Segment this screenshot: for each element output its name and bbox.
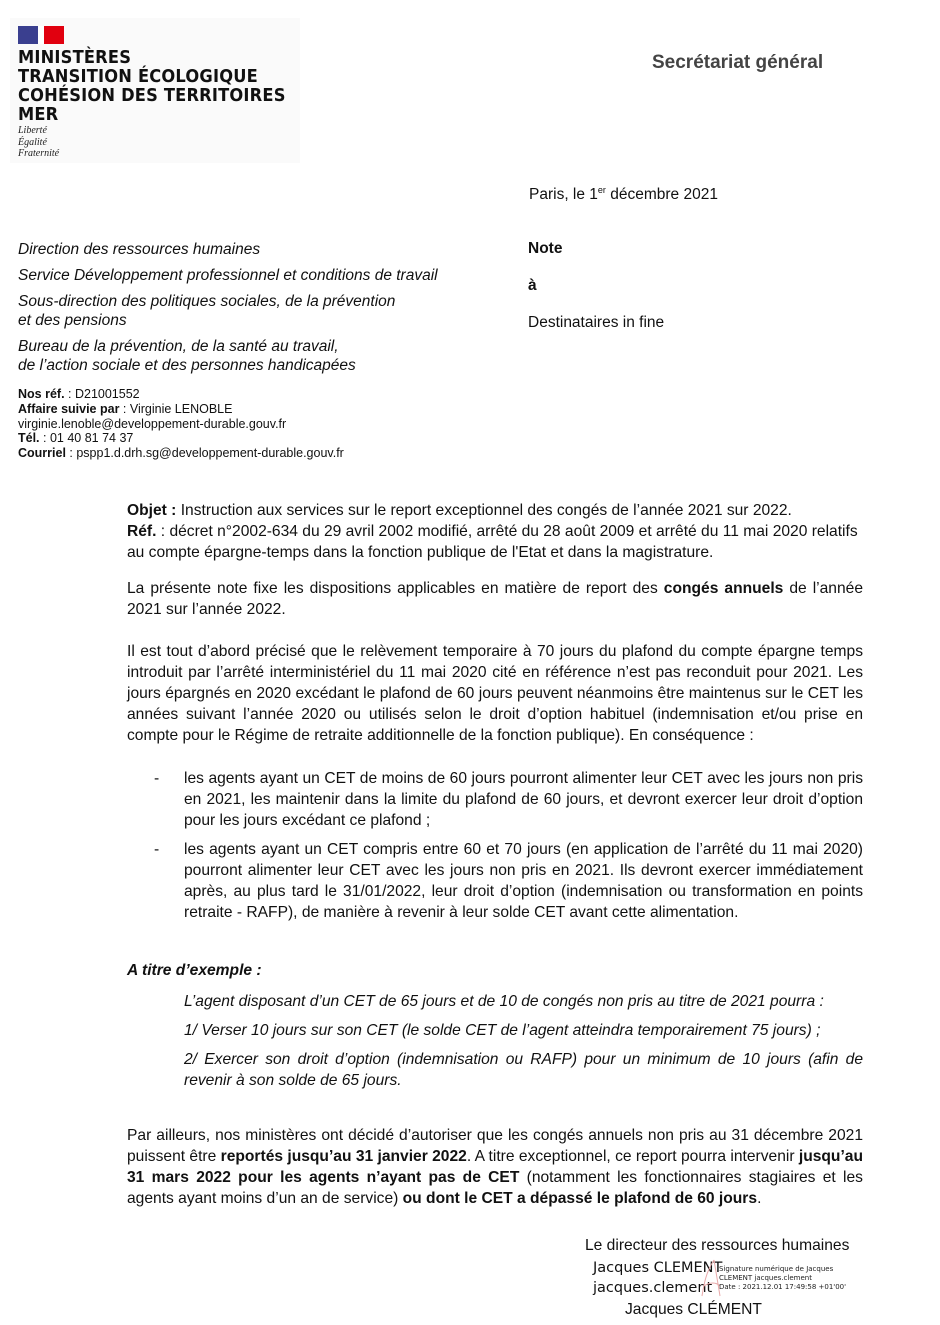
service-line: Sous-direction des politiques sociales, de la prévention et des pensions	[18, 293, 396, 329]
list-item: - les agents ayant un CET compris entre 60 et 70 jours (en application de l’arrêté du 11 mai 2020) pourront alimenter leur CET avec les jours non pris en 2021. Ils devront exercer immédiatement après, au plus tard le 31/01/2022, leur droit d’option (indemnisation ou transformation en points retraite - RAFP), de manière à revenir à leur solde CET avant cette alimentation.	[127, 839, 863, 923]
example-line: L’agent disposant d’un CET de 65 jours et de 10 de congés non pris au titre de 2021 pourra :	[184, 993, 824, 1010]
example-line: 2/ Exercer son droit d’option (indemnisation ou RAFP) pour un minimum de 10 jours (afin de revenir à son solde de 65 jours.	[184, 1051, 863, 1089]
dash-icon: -	[154, 770, 160, 787]
ministry-logo	[10, 18, 300, 163]
department-title: Secrétariat général	[652, 52, 824, 73]
note-recipients: Destinataires in fine	[528, 314, 665, 331]
intro-paragraph: La présente note fixe les dispositions applicables en matière de report des congés annuels de l’année 2021 sur l’année 2022.	[127, 580, 863, 618]
reference-line: Réf. : décret n°2002-634 du 29 avril 2002 modifié, arrêté du 28 août 2009 et arrêté du 11 mai 2020 relatifs au compte épargne-temps dans la fonction publique de l'Etat et dans la magistrature.	[127, 523, 858, 561]
followed-by: Affaire suivie par : Virginie LENOBLE	[18, 401, 233, 416]
marianne-flag-icon	[18, 26, 64, 44]
digital-signature-details[interactable]: Signature numérique de Jacques CLEMENT jacques.clement Date : 2021.12.01 17:49:58 +01'00'	[719, 1265, 847, 1291]
motto: Liberté Égalité Fraternité	[18, 125, 60, 159]
service-line: Bureau de la prévention, de la santé au travail, de l’action sociale et des personnes handicapées	[18, 338, 356, 374]
signatory-name: Jacques CLÉMENT	[625, 1301, 762, 1318]
first-paragraph: Il est tout d’abord précisé que le relèvement temporaire à 70 jours du plafond du compte épargne temps introduit par l’arrêté interministériel du 11 mai 2020 cité en référence n’est pas reconduit pour 2021. Les jours épargnés en 2020 excédant le plafond de 60 jours peuvent néanmoins être maintenus sur le CET les années suivant l’année 2020 ou utilisés selon le droit d’option habituel (indemnisation et/ou prise en compte pour le Régime de retraite additionnelle de la fonction publique). En conséquence :	[127, 643, 863, 744]
note-addressee	[528, 240, 664, 351]
digital-signature-login[interactable]: jacques.clement	[593, 1280, 713, 1296]
example-block	[184, 991, 863, 1099]
bullet-list	[127, 768, 863, 931]
service-line: Direction des ressources humaines	[18, 241, 261, 258]
dash-icon: -	[154, 841, 160, 858]
subject-line: Objet : Instruction aux services sur le report exceptionnel des congés de l’année 2021 sur 2022.	[127, 502, 792, 519]
issuing-services	[18, 240, 438, 382]
phone: Tél. : 01 40 81 74 37	[18, 431, 134, 446]
logo-text: MINISTÈRES TRANSITION ÉCOLOGIQUE COHÉSION DES TERRITOIRES MER	[18, 48, 286, 125]
example-line: 1/ Verser 10 jours sur son CET (le solde CET de l’agent atteindra temporairement 75 jours) ;	[184, 1022, 821, 1039]
list-item: - les agents ayant un CET de moins de 60 jours pourront alimenter leur CET avec les jours non pris en 2021, les maintenir dans la limite du plafond de 60 jours, et devront exercer leur droit d’option pour les jours excédant ce plafond ;	[127, 768, 863, 831]
note-title: Note	[528, 240, 563, 257]
digital-signature-name[interactable]: Jacques CLEMENT	[593, 1260, 723, 1276]
references-block	[18, 387, 344, 461]
courriel: Courriel : pspp1.d.drh.sg@developpement-durable.gouv.fr	[18, 446, 344, 461]
example-heading: A titre d’exemple :	[127, 962, 262, 979]
document-date: Paris, le 1er décembre 2021	[529, 185, 718, 204]
note-to: à	[528, 277, 537, 294]
service-line: Service Développement professionnel et conditions de travail	[18, 267, 438, 284]
signatory-role: Le directeur des ressources humaines	[585, 1237, 850, 1254]
our-ref: Nos réf. : D21001552	[18, 387, 140, 401]
closing-paragraph: Par ailleurs, nos ministères ont décidé d’autoriser que les congés annuels non pris au 31 décembre 2021 puissent être reportés jusqu’au 31 janvier 2022. A titre exceptionnel, ce report pourra intervenir jusqu’au 31 mars 2022 pour les agents n’ayant pas de CET (notamment les fonctionnaires stagiaires et les agents ayant moins d’un an de service) ou dont le CET a dépassé le plafond de 60 jours.	[127, 1127, 863, 1207]
subject-block	[127, 500, 863, 563]
contact-email-link[interactable]: virginie.lenoble@developpement-durable.gouv.fr	[18, 416, 287, 431]
